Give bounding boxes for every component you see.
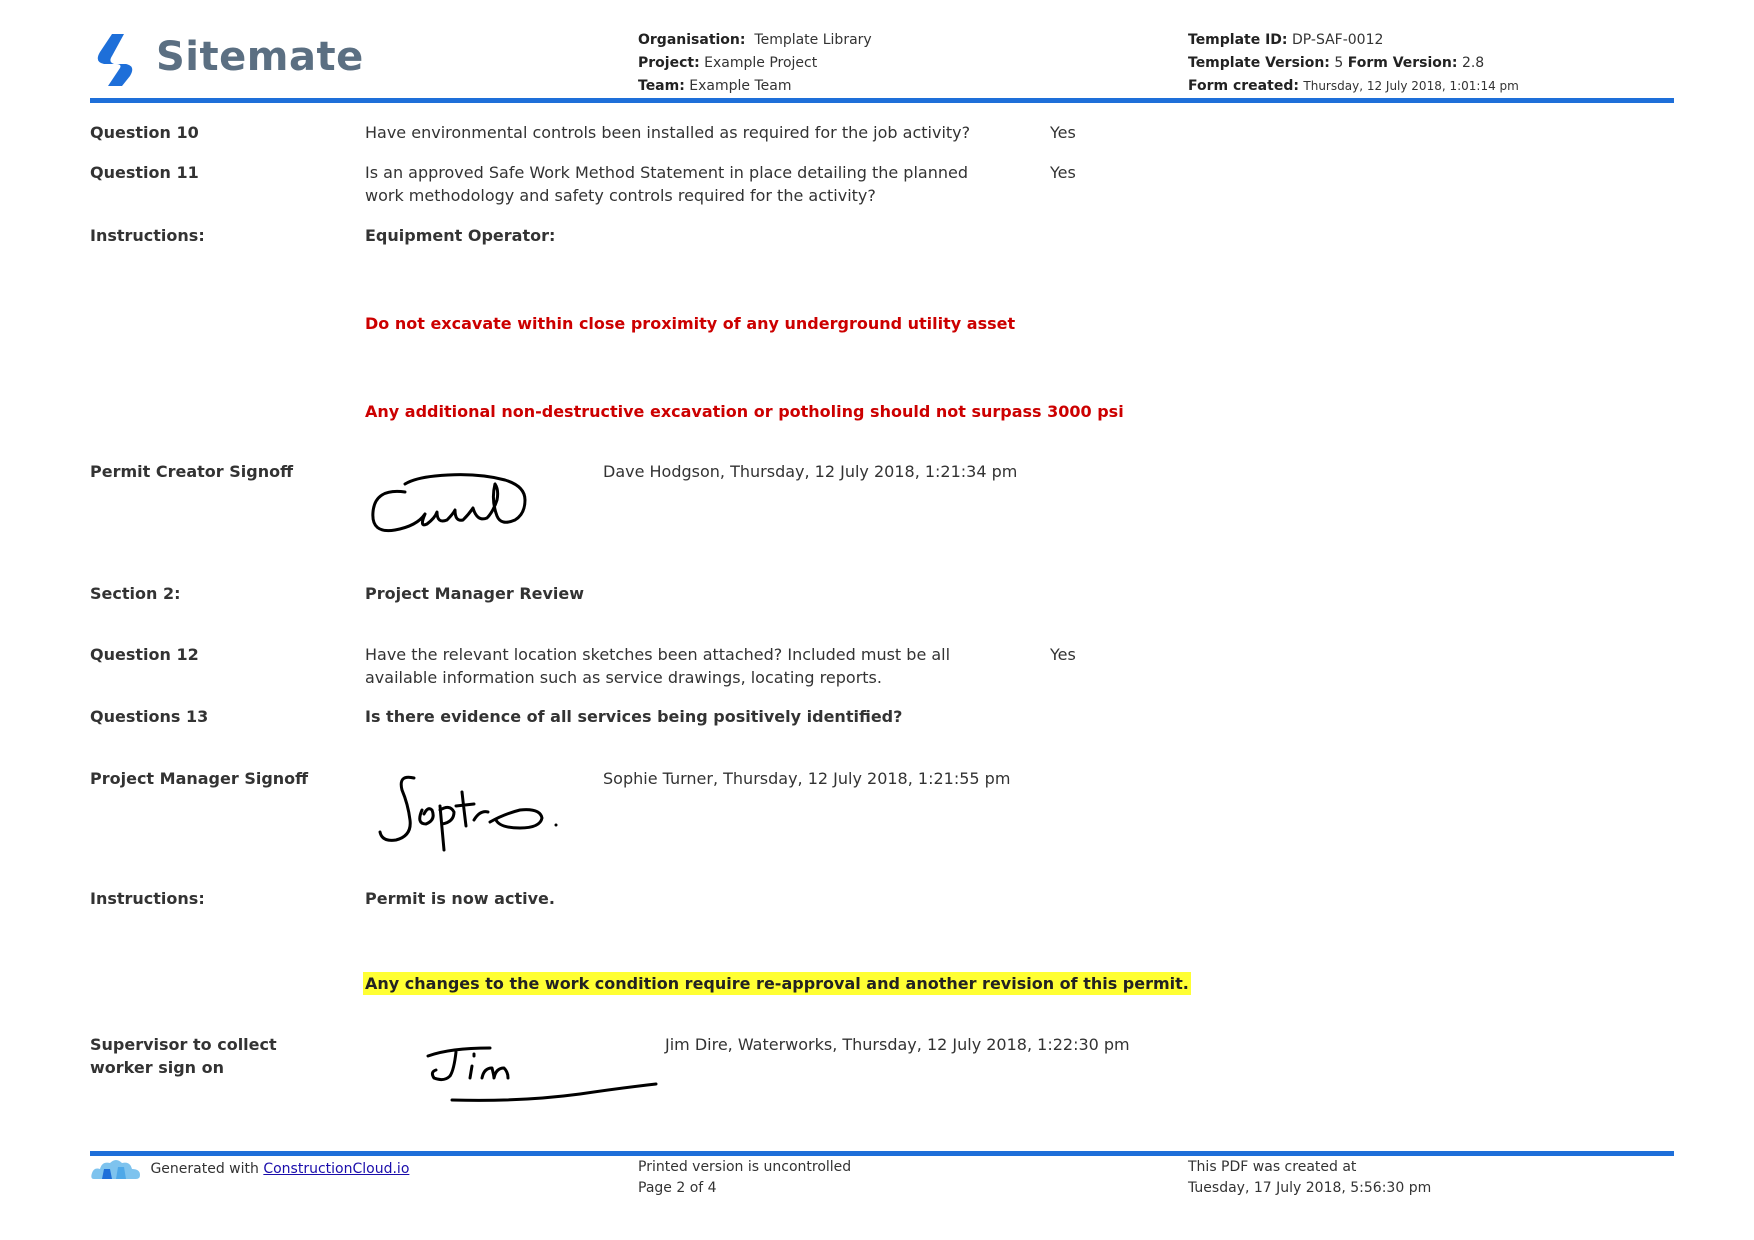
template-version-label: Template Version: — [1188, 55, 1330, 71]
project-label: Project: — [638, 55, 700, 71]
creator-signature — [365, 470, 555, 550]
form-created-label: Form created: — [1188, 78, 1299, 94]
footer-generated — [90, 1157, 409, 1181]
q11-label: Question 11 — [90, 163, 199, 182]
instructions1-warning2: Any additional non-destructive excavation or potholing should not surpass 3000 psi — [365, 402, 1124, 421]
q13-label: Questions 13 — [90, 707, 209, 726]
q11-text-line2: work methodology and safety controls required for the activity? — [365, 186, 876, 205]
uncontrolled-notice: Printed version is uncontrolled — [638, 1159, 852, 1175]
generated-prefix: Generated with — [150, 1161, 259, 1177]
instructions2-title: Permit is now active. — [365, 889, 555, 908]
version-line — [1188, 52, 1519, 75]
q10-answer: Yes — [1050, 123, 1076, 142]
page-number: Page 2 of 4 — [638, 1180, 717, 1196]
q12-answer: Yes — [1050, 645, 1076, 664]
instructions1-warning1: Do not excavate within close proximity of any underground utility asset — [365, 314, 1016, 333]
brand-logo — [92, 30, 364, 90]
project-line — [638, 52, 872, 75]
header-divider — [90, 98, 1674, 103]
header-org-block — [638, 29, 872, 98]
pm-signature — [370, 770, 570, 860]
pdf-created-prefix: This PDF was created at — [1188, 1159, 1357, 1175]
team-line — [638, 75, 872, 98]
q10-text: Have environmental controls been installed as required for the job activity? — [365, 123, 971, 142]
template-id-label: Template ID: — [1188, 32, 1288, 48]
team-value: Example Team — [689, 78, 792, 94]
q10-label: Question 10 — [90, 123, 199, 142]
brand-name: Sitemate — [156, 34, 364, 80]
instructions2-highlight-wrap — [363, 972, 1191, 995]
sitemate-logo-icon — [92, 30, 142, 88]
instructions2-label: Instructions: — [90, 889, 205, 908]
instructions2-highlight: Any changes to the work condition require re-approval and another revision of this permit. — [365, 974, 1189, 993]
template-id-line — [1188, 29, 1519, 52]
section2-title: Project Manager Review — [365, 584, 585, 603]
header-template-block — [1188, 29, 1519, 98]
pm-signoff-label: Project Manager Signoff — [90, 769, 309, 788]
pm-signoff-meta: Sophie Turner, Thursday, 12 July 2018, 1:21:55 pm — [603, 769, 1011, 788]
instructions1-title: Equipment Operator: — [365, 226, 556, 245]
q11-text-line1: Is an approved Safe Work Method Statement in place detailing the planned — [365, 163, 968, 182]
creator-signoff-meta: Dave Hodgson, Thursday, 12 July 2018, 1:21:34 pm — [603, 462, 1018, 481]
organisation-line — [638, 29, 872, 52]
q13-text: Is there evidence of all services being positively identified? — [365, 707, 903, 726]
supervisor-signature — [420, 1040, 670, 1110]
supervisor-label-line2: worker sign on — [90, 1058, 224, 1077]
q11-answer: Yes — [1050, 163, 1076, 182]
footer-center — [638, 1157, 851, 1199]
template-id-value: DP-SAF-0012 — [1291, 32, 1384, 48]
section2-label: Section 2: — [90, 584, 181, 603]
q12-label: Question 12 — [90, 645, 199, 664]
form-version-label: Form Version: — [1347, 55, 1458, 71]
footer-divider — [90, 1151, 1674, 1156]
instructions1-label: Instructions: — [90, 226, 205, 245]
organisation-value: Template Library — [754, 32, 872, 48]
organisation-label: Organisation: — [638, 32, 746, 48]
construction-cloud-link[interactable]: ConstructionCloud.io — [263, 1161, 410, 1177]
team-label: Team: — [638, 78, 685, 94]
supervisor-label-line1: Supervisor to collect — [90, 1035, 277, 1054]
supervisor-meta: Jim Dire, Waterworks, Thursday, 12 July 2018, 1:22:30 pm — [665, 1035, 1130, 1054]
creator-signoff-label: Permit Creator Signoff — [90, 462, 294, 481]
form-created-line — [1188, 75, 1519, 98]
template-version-value: 5 — [1334, 55, 1344, 71]
q12-text-line1: Have the relevant location sketches been attached? Included must be all — [365, 645, 951, 664]
pdf-created-at: Tuesday, 17 July 2018, 5:56:30 pm — [1188, 1180, 1432, 1196]
construction-cloud-icon — [90, 1157, 142, 1181]
project-value: Example Project — [704, 55, 818, 71]
form-version-value: 2.8 — [1461, 55, 1485, 71]
q12-text-line2: available information such as service drawings, locating reports. — [365, 668, 882, 687]
footer-right — [1188, 1157, 1431, 1199]
form-created-value: Thursday, 12 July 2018, 1:01:14 pm — [1303, 79, 1519, 93]
